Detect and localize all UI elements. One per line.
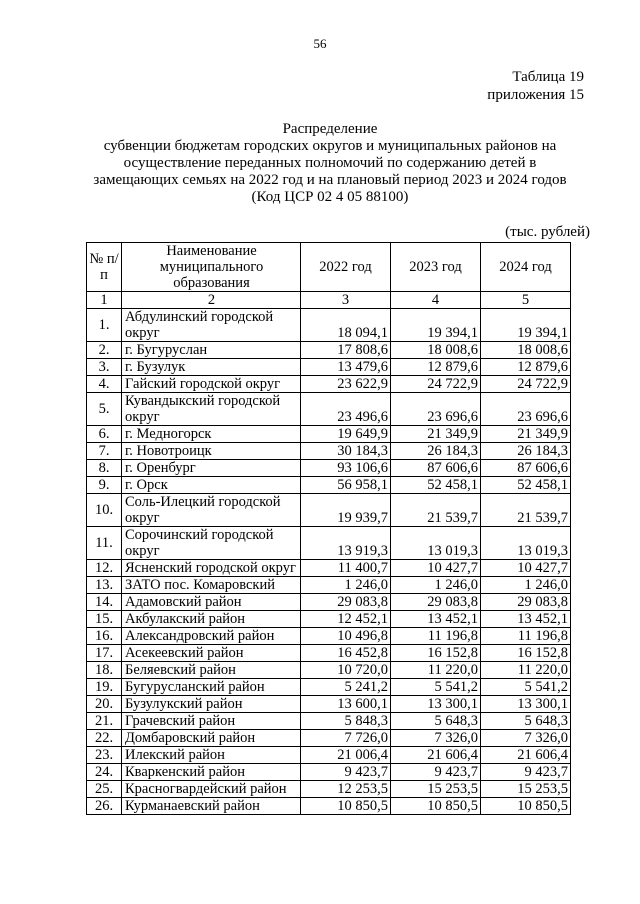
value-2022: 10 850,5 — [301, 798, 391, 815]
value-2023: 16 152,8 — [391, 645, 481, 662]
value-2024: 52 458,1 — [481, 477, 571, 494]
row-number: 2. — [87, 342, 122, 359]
index-cell: 1 — [87, 292, 122, 309]
table-row — [87, 376, 571, 393]
value-2022: 5 848,3 — [301, 713, 391, 730]
title-line-4: замещающих семьях на 2022 год и на плановый период 2023 и 2024 годов — [93, 172, 567, 188]
value-2024: 13 300,1 — [481, 696, 571, 713]
value-2023: 26 184,3 — [391, 443, 481, 460]
value-2023: 21 539,7 — [391, 494, 481, 527]
row-number: 19. — [87, 679, 122, 696]
page-number: 56 — [313, 36, 327, 51]
document-title — [60, 121, 600, 206]
value-2024: 21 349,9 — [481, 426, 571, 443]
value-2022: 9 423,7 — [301, 764, 391, 781]
row-name: г. Бузулук — [122, 359, 301, 376]
value-2022: 16 452,8 — [301, 645, 391, 662]
table-row — [87, 645, 571, 662]
value-2024: 11 220,0 — [481, 662, 571, 679]
value-2023: 11 220,0 — [391, 662, 481, 679]
value-2022: 18 094,1 — [301, 309, 391, 342]
row-name: Акбулакский район — [122, 611, 301, 628]
value-2022: 13 479,6 — [301, 359, 391, 376]
table-body — [87, 243, 571, 815]
title-line-5: (Код ЦСР 02 4 05 88100) — [251, 189, 409, 205]
row-name: Красногвардейский район — [122, 781, 301, 798]
value-2024: 16 152,8 — [481, 645, 571, 662]
table-header-row — [87, 243, 571, 292]
table-row — [87, 494, 571, 527]
row-number: 13. — [87, 577, 122, 594]
table-row — [87, 560, 571, 577]
value-2022: 19 649,9 — [301, 426, 391, 443]
value-2023: 9 423,7 — [391, 764, 481, 781]
row-name: Асекеевский район — [122, 645, 301, 662]
row-name: Гайский городской округ — [122, 376, 301, 393]
value-2023: 19 394,1 — [391, 309, 481, 342]
value-2024: 24 722,9 — [481, 376, 571, 393]
header-2023: 2023 год — [391, 243, 481, 292]
value-2022: 19 939,7 — [301, 494, 391, 527]
value-2023: 23 696,6 — [391, 393, 481, 426]
header-num: № п/п — [87, 243, 122, 292]
value-2023: 29 083,8 — [391, 594, 481, 611]
row-name: г. Орск — [122, 477, 301, 494]
value-2022: 5 241,2 — [301, 679, 391, 696]
value-2023: 21 606,4 — [391, 747, 481, 764]
value-2024: 5 541,2 — [481, 679, 571, 696]
row-number: 3. — [87, 359, 122, 376]
value-2024: 26 184,3 — [481, 443, 571, 460]
value-2024: 10 427,7 — [481, 560, 571, 577]
value-2024: 1 246,0 — [481, 577, 571, 594]
value-2023: 5 648,3 — [391, 713, 481, 730]
row-number: 14. — [87, 594, 122, 611]
table-reference — [487, 68, 584, 104]
value-2023: 11 196,8 — [391, 628, 481, 645]
row-number: 6. — [87, 426, 122, 443]
table-row — [87, 477, 571, 494]
row-number: 22. — [87, 730, 122, 747]
value-2024: 12 879,6 — [481, 359, 571, 376]
row-name: Абдулинский городской округ — [122, 309, 301, 342]
value-2024: 19 394,1 — [481, 309, 571, 342]
value-2024: 13 452,1 — [481, 611, 571, 628]
header-name: Наименование муниципального образования — [122, 243, 301, 292]
value-2023: 21 349,9 — [391, 426, 481, 443]
row-number: 8. — [87, 460, 122, 477]
value-2023: 12 879,6 — [391, 359, 481, 376]
table-row — [87, 696, 571, 713]
row-name: ЗАТО пос. Комаровский — [122, 577, 301, 594]
row-name: Кувандыкский городской округ — [122, 393, 301, 426]
value-2022: 23 622,9 — [301, 376, 391, 393]
value-2024: 21 539,7 — [481, 494, 571, 527]
value-2023: 13 452,1 — [391, 611, 481, 628]
value-2024: 7 326,0 — [481, 730, 571, 747]
value-2023: 24 722,9 — [391, 376, 481, 393]
title-line-3: осуществление переданных полномочий по содержанию детей в — [123, 155, 537, 171]
row-name: г. Бугуруслан — [122, 342, 301, 359]
table-ref-line-1: Таблица 19 — [512, 69, 584, 85]
value-2023: 7 326,0 — [391, 730, 481, 747]
index-cell: 4 — [391, 292, 481, 309]
value-2023: 10 850,5 — [391, 798, 481, 815]
table-row — [87, 781, 571, 798]
value-2024: 29 083,8 — [481, 594, 571, 611]
row-number: 5. — [87, 393, 122, 426]
row-name: Грачевский район — [122, 713, 301, 730]
row-number: 15. — [87, 611, 122, 628]
row-name: Александровский район — [122, 628, 301, 645]
value-2022: 12 253,5 — [301, 781, 391, 798]
row-name: Кваркенский район — [122, 764, 301, 781]
row-number: 16. — [87, 628, 122, 645]
value-2024: 23 696,6 — [481, 393, 571, 426]
value-2024: 13 019,3 — [481, 527, 571, 560]
table-row — [87, 730, 571, 747]
row-name: Бугурусланский район — [122, 679, 301, 696]
value-2023: 18 008,6 — [391, 342, 481, 359]
table-row — [87, 577, 571, 594]
value-2022: 10 496,8 — [301, 628, 391, 645]
value-2022: 7 726,0 — [301, 730, 391, 747]
value-2022: 93 106,6 — [301, 460, 391, 477]
index-cell: 2 — [122, 292, 301, 309]
value-2024: 5 648,3 — [481, 713, 571, 730]
row-name: Бузулукский район — [122, 696, 301, 713]
row-number: 20. — [87, 696, 122, 713]
value-2024: 10 850,5 — [481, 798, 571, 815]
row-name: Курманаевский район — [122, 798, 301, 815]
table-row — [87, 764, 571, 781]
table-row — [87, 342, 571, 359]
table-row — [87, 611, 571, 628]
table-row — [87, 393, 571, 426]
row-number: 9. — [87, 477, 122, 494]
value-2022: 23 496,6 — [301, 393, 391, 426]
value-2022: 1 246,0 — [301, 577, 391, 594]
row-number: 4. — [87, 376, 122, 393]
row-number: 24. — [87, 764, 122, 781]
row-name: Адамовский район — [122, 594, 301, 611]
table-row — [87, 747, 571, 764]
table-row — [87, 594, 571, 611]
value-2024: 21 606,4 — [481, 747, 571, 764]
table-row — [87, 679, 571, 696]
table-row — [87, 309, 571, 342]
index-cell: 3 — [301, 292, 391, 309]
value-2023: 13 300,1 — [391, 696, 481, 713]
row-name: Илекский район — [122, 747, 301, 764]
row-name: Соль-Илецкий городской округ — [122, 494, 301, 527]
table-row — [87, 628, 571, 645]
value-2024: 15 253,5 — [481, 781, 571, 798]
value-2022: 13 919,3 — [301, 527, 391, 560]
value-2023: 52 458,1 — [391, 477, 481, 494]
table-row — [87, 443, 571, 460]
title-line-1: Распределение — [282, 121, 378, 137]
row-name: г. Новотроицк — [122, 443, 301, 460]
value-2022: 17 808,6 — [301, 342, 391, 359]
value-2023: 15 253,5 — [391, 781, 481, 798]
value-2022: 56 958,1 — [301, 477, 391, 494]
subvention-table — [86, 242, 571, 815]
value-2023: 87 606,6 — [391, 460, 481, 477]
row-name: г. Оренбург — [122, 460, 301, 477]
row-name: г. Медногорск — [122, 426, 301, 443]
row-name: Домбаровский район — [122, 730, 301, 747]
row-number: 10. — [87, 494, 122, 527]
value-2022: 11 400,7 — [301, 560, 391, 577]
row-number: 7. — [87, 443, 122, 460]
row-number: 17. — [87, 645, 122, 662]
row-number: 21. — [87, 713, 122, 730]
value-2022: 12 452,1 — [301, 611, 391, 628]
title-line-2: субвенции бюджетам городских округов и муниципальных районов на — [103, 138, 557, 154]
index-cell: 5 — [481, 292, 571, 309]
value-2023: 10 427,7 — [391, 560, 481, 577]
row-number: 25. — [87, 781, 122, 798]
value-2022: 21 006,4 — [301, 747, 391, 764]
value-2024: 9 423,7 — [481, 764, 571, 781]
value-2022: 13 600,1 — [301, 696, 391, 713]
row-name: Ясненский городской округ — [122, 560, 301, 577]
table-row — [87, 662, 571, 679]
row-number: 11. — [87, 527, 122, 560]
column-index-row — [87, 292, 571, 309]
row-number: 12. — [87, 560, 122, 577]
header-2024: 2024 год — [481, 243, 571, 292]
row-number: 18. — [87, 662, 122, 679]
table-row — [87, 359, 571, 376]
value-2022: 30 184,3 — [301, 443, 391, 460]
table-row — [87, 460, 571, 477]
value-2022: 29 083,8 — [301, 594, 391, 611]
row-number: 1. — [87, 309, 122, 342]
table-row — [87, 426, 571, 443]
row-name: Беляевский район — [122, 662, 301, 679]
header-2022: 2022 год — [301, 243, 391, 292]
value-2022: 10 720,0 — [301, 662, 391, 679]
value-2024: 11 196,8 — [481, 628, 571, 645]
value-2024: 87 606,6 — [481, 460, 571, 477]
table-row — [87, 713, 571, 730]
value-2023: 1 246,0 — [391, 577, 481, 594]
table-row — [87, 798, 571, 815]
table-row — [87, 527, 571, 560]
value-2024: 18 008,6 — [481, 342, 571, 359]
units-label: (тыс. рублей) — [505, 224, 590, 240]
row-number: 26. — [87, 798, 122, 815]
value-2023: 13 019,3 — [391, 527, 481, 560]
table-ref-line-2: приложения 15 — [487, 87, 584, 103]
value-2023: 5 541,2 — [391, 679, 481, 696]
row-number: 23. — [87, 747, 122, 764]
row-name: Сорочинский городской округ — [122, 527, 301, 560]
